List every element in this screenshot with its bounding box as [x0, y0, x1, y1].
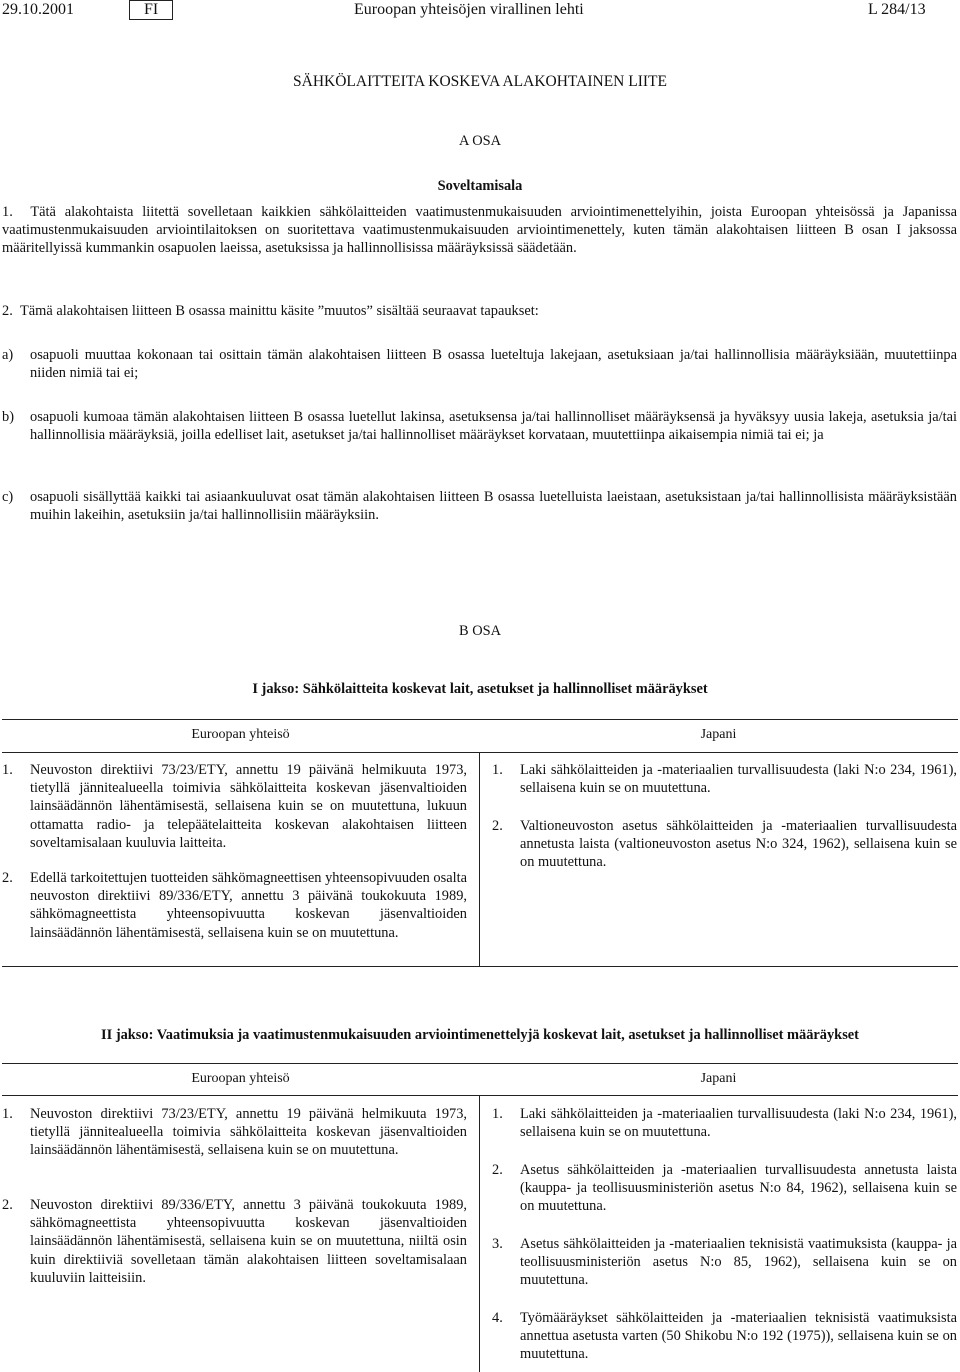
list-item	[2, 1105, 467, 1160]
table-column-divider	[479, 752, 480, 966]
annex-title: SÄHKÖLAITTEITA KOSKEVA ALAKOHTAINEN LIITE	[293, 73, 667, 90]
table-top-rule	[2, 1063, 958, 1064]
list-item-text: Valtioneuvoston asetus sähkölaitteiden ja -materiaalien turvallisuudesta annetusta laista (valtioneuvoston asetus N:o 324, 1962), sellaisena kuin se on muutettuna.	[520, 818, 957, 871]
paragraph-1-number: 1.	[2, 204, 13, 220]
list-item-label: b)	[2, 409, 14, 425]
list-item-number: 2.	[492, 1162, 503, 1178]
paragraph-2-text: Tämä alakohtaisen liitteen B osassa mainittu käsite ”muutos” sisältää seuraavat tapaukset:	[20, 303, 539, 319]
column-header-japan: Japani	[700, 727, 737, 742]
table-header-rule	[2, 1095, 958, 1096]
list-item-number: 2.	[492, 818, 503, 834]
list-item-number: 1.	[2, 1106, 13, 1122]
list-item-text: osapuoli kumoaa tämän alakohtaisen liitteen B osassa luetellut lakinsa, asetuksensa ja/tai hallinnolliset määräyksensä ja hyväksyy uusia lakeja, asetuksia ja/tai hallinnollisia määräyksiä, joilla edelliset lait, asetukset ja/tai hallinnolliset määräykset korvataan, muutettiinpa aikaisempia nimiä tai ei; ja	[30, 409, 957, 444]
list-item-b	[2, 408, 957, 444]
list-item-text: Neuvoston direktiivi 73/23/ETY, annettu 19 päivänä helmikuuta 1973, tietyllä jännitealueella toimivia sähkölaitteita koskevan jäsenvaltioiden lainsäädännön lähentämisestä, sellaisena kuin se on muutettuna, lukuun ottamatta radio- ja telepäätelaitteita koskevan alakohtaisen liitteen soveltamisalaan kuuluvia laitteita.	[30, 762, 467, 851]
list-item	[492, 761, 957, 797]
list-item-text: osapuoli muuttaa kokonaan tai osittain tämän alakohtaisen liitteen B osassa lueteltuja lakejaan, asetuksiaan ja/tai hallinnollisia määräyksiään, muutettiinpa niiden nimiä tai ei;	[30, 347, 957, 382]
list-item-text: Neuvoston direktiivi 73/23/ETY, annettu 19 päivänä helmikuuta 1973, tietyllä jännitealueella toimivia sähkölaitteita koskevan jäsenvaltioiden lainsäädännön lähentämisestä, sellaisena kuin se on muutettuna.	[30, 1106, 467, 1159]
journal-title: Euroopan yhteisöjen virallinen lehti	[354, 1, 584, 18]
list-item-text: Laki sähkölaitteiden ja -materiaalien turvallisuudesta (laki N:o 234, 1961), sellaisena kuin se on muutettuna.	[520, 1106, 957, 1141]
language-code-box: FI	[129, 0, 173, 20]
list-item-text: Edellä tarkoitettujen tuotteiden sähkömagneettisen yhteensopivuuden osalta neuvoston direktiivi 89/336/ETY, annettu 3 päivänä toukokuuta 1989, sähkömagneettista yhteensopivuutta koskevan jäsenvaltioiden lainsäädännön lähentämisestä, sellaisena kuin se on muutettuna.	[30, 870, 467, 941]
list-item-number: 2.	[2, 1197, 13, 1213]
list-item-text: osapuoli sisällyttää kaikki tai asiaankuuluvat osat tämän alakohtaisen liitteen B osassa luetelluista laeistaan, asetuksistaan ja/tai hallinnollisista määräyksistään muihin lakeihin, asetuksiin ja/tai hallinnollisiin määräyksiin.	[30, 489, 957, 524]
section-1-title: I jakso: Sähkölaitteita koskevat lait, asetukset ja hallinnolliset määräykset	[252, 681, 708, 697]
list-item	[492, 1161, 957, 1216]
list-item-number: 1.	[492, 762, 503, 778]
list-item-text: Neuvoston direktiivi 89/336/ETY, annettu 3 päivänä toukokuuta 1989, sähkömagneettista yhteensopivuutta koskevan jäsenvaltioiden lainsäädännön lähentämisestä, sellaisena kuin se on muutettuna, niiltä osin kuin direktiiviä sovelletaan tämän alakohtaisen liitteen soveltamisalaan kuuluviin laitteisiin.	[30, 1197, 467, 1286]
list-item	[2, 761, 467, 852]
list-item-label: a)	[2, 347, 14, 363]
table-bottom-rule	[2, 966, 958, 967]
list-item-c	[2, 488, 957, 524]
table-column-divider	[479, 1095, 480, 1372]
section-2-title: II jakso: Vaatimuksia ja vaatimustenmukaisuuden arviointimenettelyjä koskevat lait, asetukset ja hallinnolliset määräykset	[101, 1027, 859, 1043]
column-header-ec: Euroopan yhteisö	[191, 727, 290, 742]
list-item-text: Asetus sähkölaitteiden ja -materiaalien turvallisuudesta annetusta laista (kauppa- ja teollisuusministeriön asetus N:o 84, 1962), sellaisena kuin se on muutettuna.	[520, 1162, 957, 1215]
paragraph-1	[2, 203, 957, 258]
list-item-text: Laki sähkölaitteiden ja -materiaalien turvallisuudesta (laki N:o 234, 1961), sellaisena kuin se on muutettuna.	[520, 762, 957, 797]
list-item-number: 4.	[492, 1310, 503, 1326]
list-item-label: c)	[2, 489, 14, 505]
paragraph-1-text: Tätä alakohtaista liitettä sovelletaan kaikkien sähkölaitteiden vaatimustenmukaisuuden arviointimenettelyihin, joista Euroopan yhteisössä ja Japanissa vaatimustenmukaisuuden arviointilaitoksen on suoritettava vaatimustenmukaisuuden arviointimenettely, kuten tämän alakohtaisen liitteen B osan I jaksossa määritellyissä kummankin osapuolen laeissa, asetuksissa ja hallinnollisissa määräyksissä säädetään.	[2, 204, 957, 257]
table-header-rule	[2, 752, 958, 753]
part-b-title: B OSA	[459, 623, 501, 639]
list-item-number: 1.	[2, 762, 13, 778]
list-item	[492, 1309, 957, 1364]
paragraph-2	[2, 302, 957, 320]
table-top-rule	[2, 719, 958, 720]
column-header-japan: Japani	[700, 1071, 737, 1086]
list-item	[2, 1196, 467, 1287]
publication-date: 29.10.2001	[2, 1, 74, 18]
list-item	[492, 817, 957, 872]
page-reference: L 284/13	[868, 1, 926, 18]
list-item	[492, 1235, 957, 1290]
list-item-number: 2.	[2, 870, 13, 886]
list-item	[2, 869, 467, 942]
part-a-subtitle: Soveltamisala	[437, 178, 523, 194]
list-item-number: 3.	[492, 1236, 503, 1252]
paragraph-2-number: 2.	[2, 303, 13, 319]
column-header-ec: Euroopan yhteisö	[191, 1071, 290, 1086]
list-item-text: Asetus sähkölaitteiden ja -materiaalien teknisistä vaatimuksista (kauppa- ja teollisuusministeriön asetus N:o 85, 1962), sellaisena kuin se on muutettuna.	[520, 1236, 957, 1289]
list-item-text: Työmääräykset sähkölaitteiden ja -materiaalien teknisistä vaatimuksista annettua asetusta varten (50 Shikobu N:o 192 (1975)), sellaisena kuin se on muutettuna.	[520, 1310, 957, 1363]
part-a-title: A OSA	[459, 133, 501, 149]
list-item-a	[2, 346, 957, 382]
list-item-number: 1.	[492, 1106, 503, 1122]
list-item	[492, 1105, 957, 1141]
